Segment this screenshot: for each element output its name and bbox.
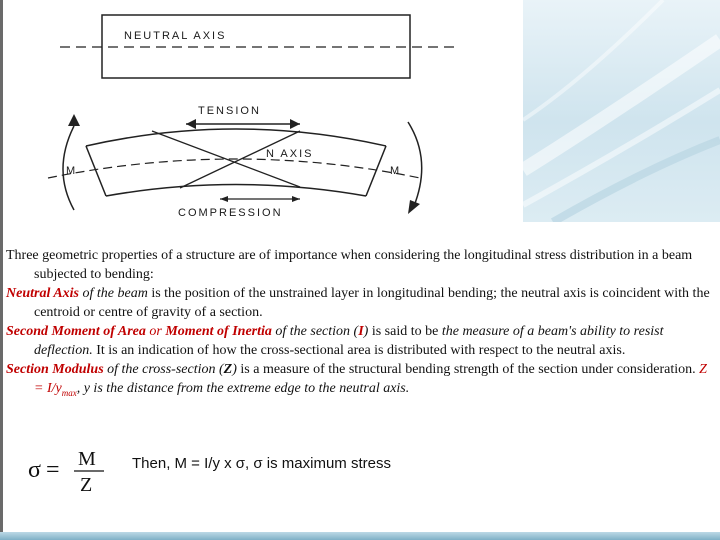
sigma-symbol: σ [28, 457, 41, 483]
modulus-formula: Z = I/y [34, 362, 707, 396]
max-stress-statement: Then, M = I/y x σ, σ is maximum stress [132, 455, 391, 472]
neutral-axis-definition: is the position of the unstrained layer in longitudinal bending; the neutral axis is coincident with the centroid or centre of gravity of a section. [34, 286, 710, 320]
tension-label: TENSION [198, 105, 261, 117]
inertia-close-paren: ) [363, 324, 369, 339]
or-text: or [145, 324, 166, 339]
modulus-symbol: Z [223, 362, 233, 377]
bottom-accent-bar [0, 532, 720, 540]
deflection-measure-text: the measure of a beam's ability to resist deflection. [34, 324, 664, 358]
formula-numerator: M [78, 448, 96, 470]
inertia-symbol: I [358, 324, 364, 339]
section-modulus-paragraph [6, 360, 714, 403]
of-the-beam-text: of the beam [79, 286, 148, 301]
modulus-formula-subscript: max [61, 387, 77, 398]
of-cross-section-text: of the cross-section ( [103, 362, 224, 377]
moment-of-inertia-term: Moment of Inertia [165, 324, 272, 339]
text-content [6, 246, 714, 403]
neutral-axis-paragraph [6, 284, 714, 322]
of-section-text: of the section ( [271, 324, 359, 339]
bent-beam-bottom [106, 185, 366, 197]
modulus-tail-text: , y is the distance from the extreme edge to the neutral axis. [76, 381, 410, 396]
moment-left-label: M [66, 165, 78, 177]
said-text: is said to be [368, 324, 442, 339]
formula-denominator: Z [80, 474, 93, 494]
inertia-explanation: It is an indication of how the cross-sectional area is distributed with respect to the neutral axis. [92, 343, 626, 358]
n-axis-label: N AXIS [266, 148, 314, 160]
second-moment-term: Second Moment of Area [6, 324, 146, 339]
beam-bending-diagram [0, 0, 523, 226]
stress-formula [26, 446, 116, 494]
second-moment-paragraph [6, 322, 714, 360]
decorative-lines [523, 0, 720, 222]
neutral-axis-term: Neutral Axis [6, 286, 79, 301]
intro-paragraph: Three geometric properties of a structure are of importance when considering the longitudinal stress distribution in a beam subjected to bending: [6, 248, 693, 282]
neutral-axis-label: NEUTRAL AXIS [124, 30, 227, 42]
compression-label: COMPRESSION [178, 207, 283, 219]
modulus-definition: is a measure of the structural bending strength of the section under consideration. [236, 362, 700, 377]
modulus-close-paren: ) [232, 362, 237, 377]
bent-beam-top [86, 129, 386, 146]
decorative-panel [523, 0, 720, 222]
right-moment-arrow [408, 122, 422, 206]
equals-sign: = [46, 457, 60, 483]
section-modulus-term: Section Modulus [6, 362, 104, 377]
moment-right-label: M [390, 165, 402, 177]
